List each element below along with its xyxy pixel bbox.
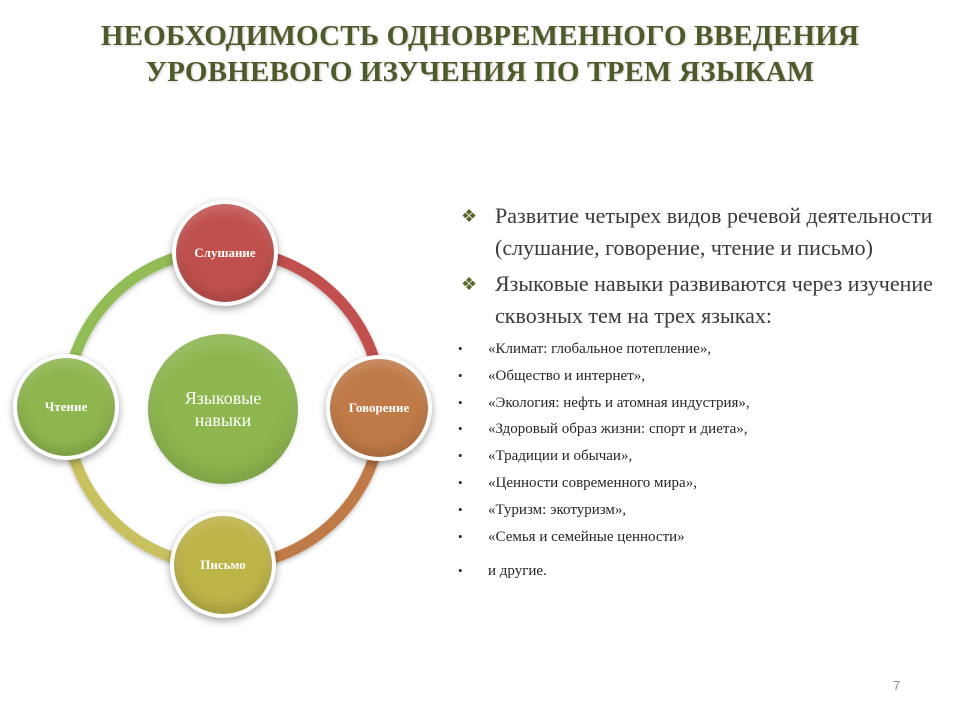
main-bullet-item — [455, 268, 935, 332]
content-list — [455, 200, 935, 585]
bullet-dot-icon: • — [458, 528, 463, 544]
topic-item-other — [455, 558, 935, 585]
node-speaking-label: Говорение — [348, 400, 410, 415]
bullet-dot-icon: • — [458, 448, 463, 464]
bullet-dot-icon: • — [458, 367, 463, 383]
center-label-line-2: навыки — [194, 410, 252, 430]
bullet-dot-icon: • — [458, 421, 463, 437]
node-speaking — [326, 355, 432, 461]
topic-item — [455, 416, 935, 443]
topic-text: и другие. — [488, 563, 547, 580]
topic-text: «Семья и семейные ценности» — [488, 528, 685, 545]
node-listening — [172, 200, 278, 306]
center-node-language-skills — [148, 334, 298, 484]
node-reading — [13, 354, 119, 460]
topic-item — [455, 363, 935, 390]
node-reading-label: Чтение — [44, 399, 88, 414]
node-writing — [170, 512, 276, 618]
diamond-bullet-icon: ❖ — [461, 206, 478, 226]
center-label-line-1: Языковые — [184, 388, 262, 408]
skills-cycle-diagram — [0, 190, 450, 620]
bullet-dot-icon: • — [458, 501, 463, 517]
topic-item — [455, 470, 935, 497]
slide-title — [20, 18, 940, 90]
title-line-1: НЕОБХОДИМОСТЬ ОДНОВРЕМЕННОГО ВВЕДЕНИЯ — [100, 20, 860, 52]
bullet-dot-icon: • — [458, 394, 463, 410]
topic-text: «Традиции и обычаи», — [488, 448, 633, 465]
main-bullet-text: Развитие четырех видов речевой деятельности (слушание, говорение, чтение и письмо) — [495, 203, 933, 260]
topic-text: «Экология: нефть и атомная индустрия», — [488, 394, 750, 411]
topic-item — [455, 443, 935, 470]
topic-text: «Туризм: экотуризм», — [488, 501, 627, 518]
topic-text: «Климат: глобальное потепление», — [488, 341, 712, 357]
bullet-dot-icon: • — [458, 474, 463, 490]
page-number: 7 — [893, 678, 901, 693]
bullet-dot-icon: • — [458, 563, 463, 579]
topic-item — [455, 497, 935, 524]
topic-item — [455, 524, 935, 551]
bullet-dot-icon: • — [458, 341, 463, 356]
topic-item — [455, 390, 935, 417]
topic-text: «Общество и интернет», — [488, 367, 646, 384]
title-line-2: УРОВНЕВОГО ИЗУЧЕНИЯ ПО ТРЕМ ЯЗЫКАМ — [145, 56, 815, 88]
topic-text: «Ценности современного мира», — [488, 474, 697, 491]
node-writing-label: Письмо — [200, 557, 246, 572]
topic-item — [455, 336, 935, 363]
main-bullet-item — [455, 200, 935, 264]
main-bullet-text: Языковые навыки развиваются через изучение сквозных тем на трех языках: — [495, 271, 933, 328]
topics-list — [455, 336, 935, 585]
diamond-bullet-icon: ❖ — [461, 274, 478, 294]
node-listening-label: Слушание — [194, 245, 256, 260]
topic-text: «Здоровый образ жизни: спорт и диета», — [488, 421, 748, 438]
